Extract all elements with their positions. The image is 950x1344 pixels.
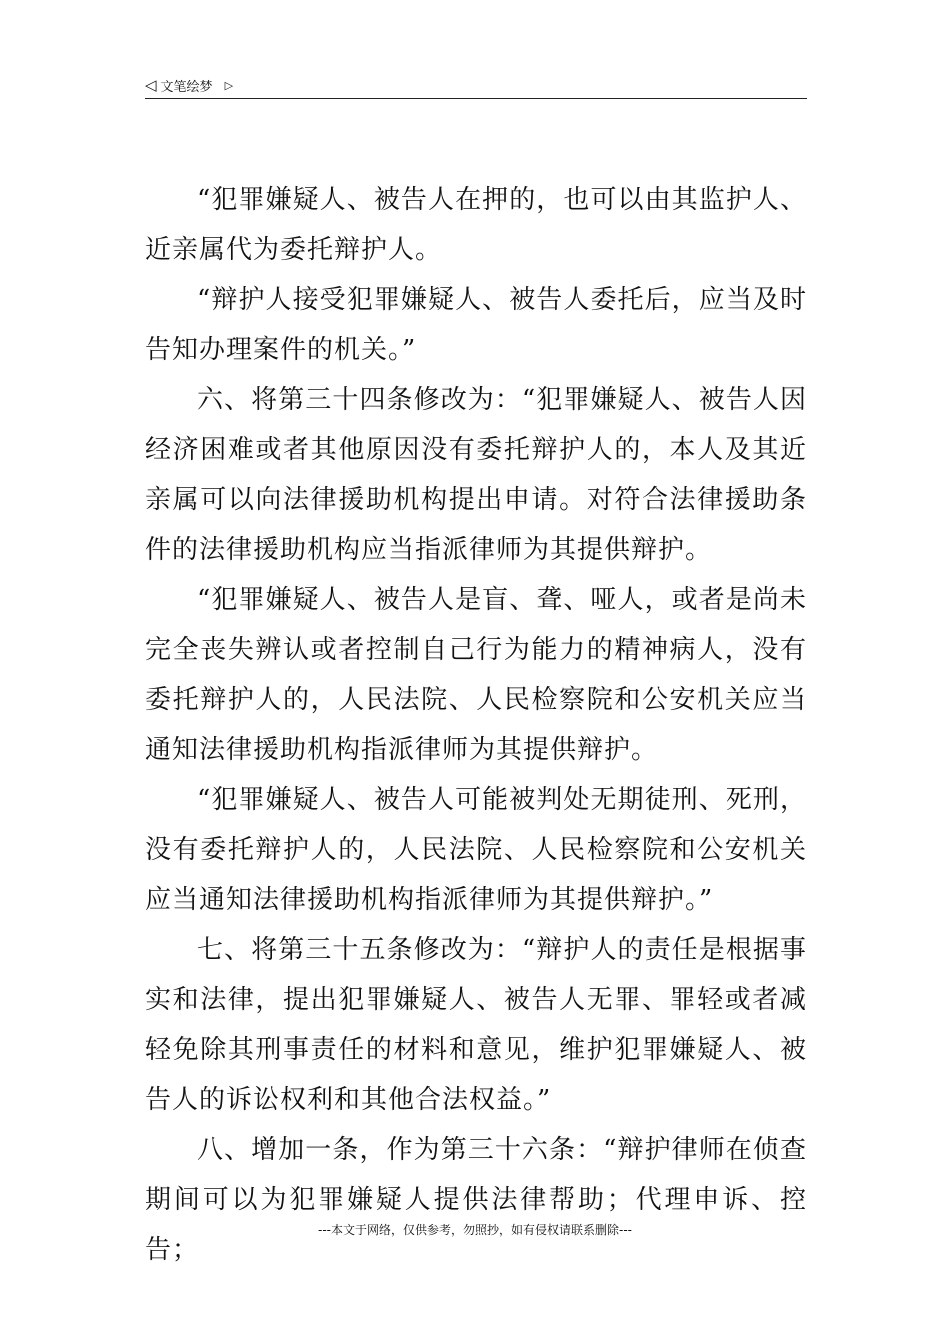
paragraph-4: “犯罪嫌疑人、被告人是盲、聋、哑人，或者是尚未完全丧失辨认或者控制自己行为能力的精神病人，没有委托辩护人的，人民法院、人民检察院和公安机关应当通知法律援助机构指派律师为其提供辩护。 xyxy=(145,585,807,765)
triangle-left-icon: ◁ xyxy=(145,75,157,94)
paragraph-2: “辩护人接受犯罪嫌疑人、被告人委托后，应当及时告知办理案件的机关。” xyxy=(145,285,807,365)
header-title: 文笔绘梦 xyxy=(160,79,213,95)
paragraph-7: 八、增加一条，作为第三十六条：“辩护律师在侦查期间可以为犯罪嫌疑人提供法律帮助；代理申诉、控告； xyxy=(145,1135,807,1265)
paragraph-6: 七、将第三十五条修改为：“辩护人的责任是根据事实和法律，提出犯罪嫌疑人、被告人无罪、罪轻或者减轻免除其刑事责任的材料和意见，维护犯罪嫌疑人、被告人的诉讼权利和其他合法权益。” xyxy=(145,935,807,1115)
footer-disclaimer: ---本文于网络，仅供参考，勿照抄，如有侵权请联系删除--- xyxy=(318,1223,632,1237)
paragraph-1: “犯罪嫌疑人、被告人在押的，也可以由其监护人、近亲属代为委托辩护人。 xyxy=(145,185,807,265)
paragraph-3: 六、将第三十四条修改为：“犯罪嫌疑人、被告人因经济困难或者其他原因没有委托辩护人的，本人及其近亲属可以向法律援助机构提出申请。对符合法律援助条件的法律援助机构应当指派律师为其提供辩护。 xyxy=(145,385,807,565)
page-header xyxy=(145,72,807,99)
document-body xyxy=(145,175,807,1275)
triangle-right-icon: ▷ xyxy=(224,78,234,92)
paragraph-5: “犯罪嫌疑人、被告人可能被判处无期徒刑、死刑，没有委托辩护人的，人民法院、人民检察院和公安机关应当通知法律援助机构指派律师为其提供辩护。” xyxy=(145,785,807,915)
